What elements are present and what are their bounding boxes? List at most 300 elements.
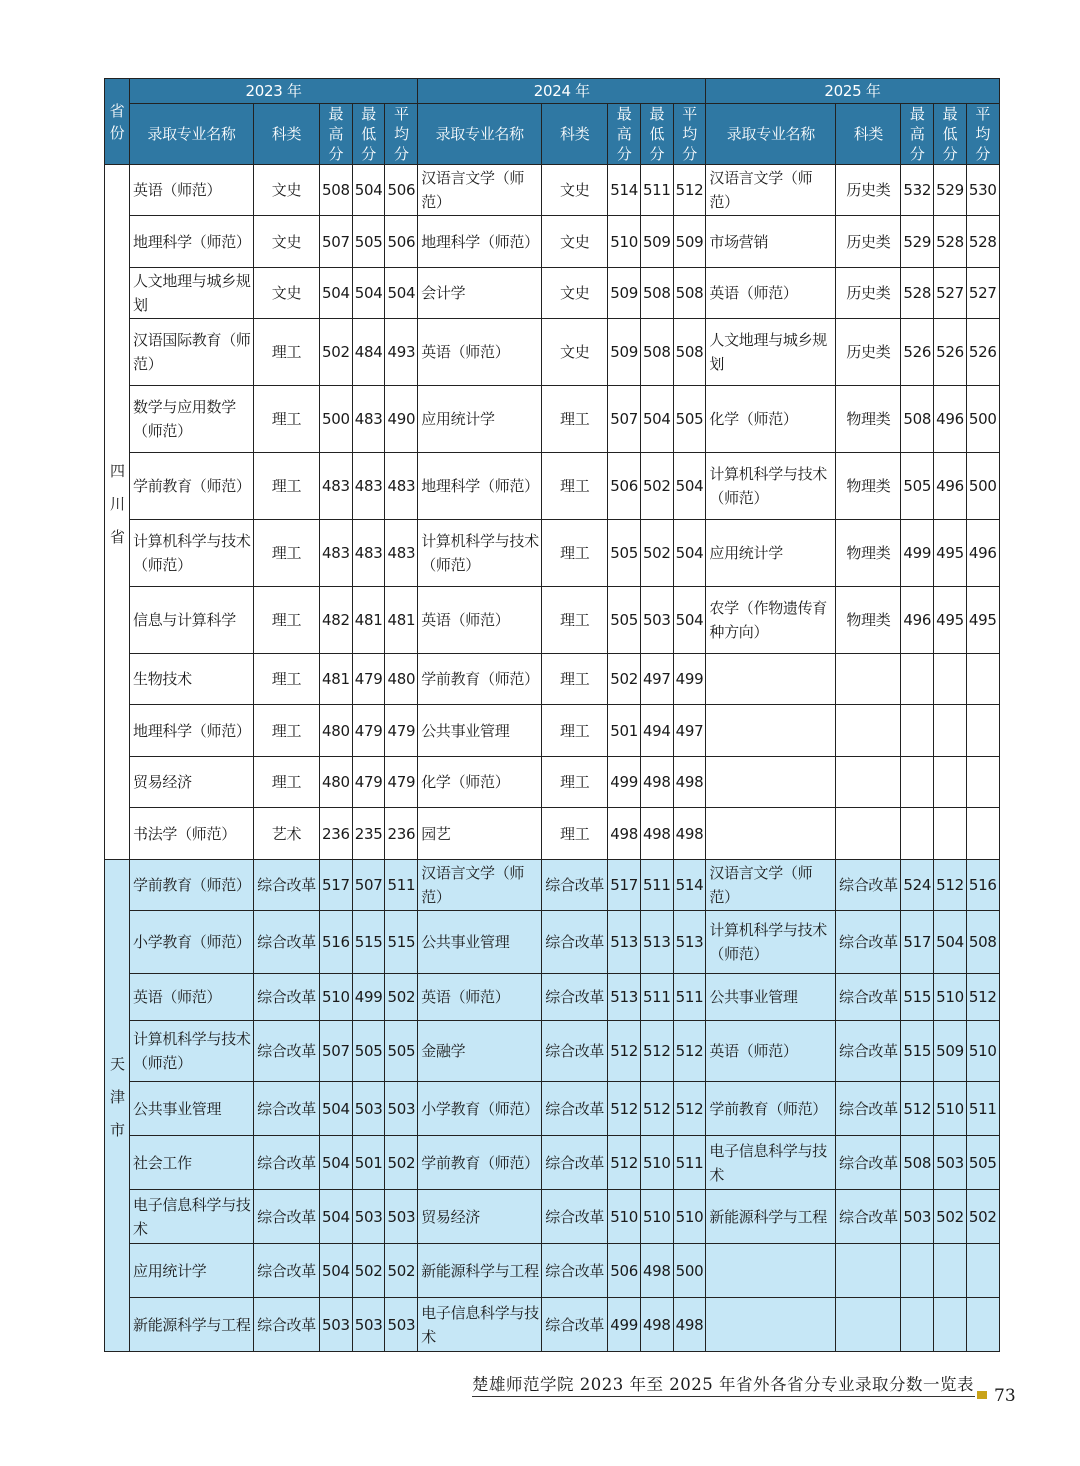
- avg-score-cell-2025: [966, 654, 999, 705]
- major-cell-2025: [706, 1298, 836, 1352]
- min-score-column-header: 最低分: [934, 104, 967, 165]
- avg-score-cell-2025: [966, 1244, 999, 1298]
- min-score-cell-2024: 512: [640, 1021, 673, 1082]
- avg-score-cell-2025: 530: [966, 165, 999, 216]
- max-score-cell-2023: 517: [320, 860, 353, 911]
- category-cell-2025: [836, 808, 901, 860]
- min-score-cell-2023: 479: [352, 705, 385, 757]
- category-cell-2023: 综合改革: [254, 1021, 320, 1082]
- category-cell-2023: 理工: [254, 587, 320, 654]
- column-header-row: [105, 104, 1000, 165]
- table-row: [105, 453, 1000, 520]
- major-cell-2023: 信息与计算科学: [130, 587, 254, 654]
- min-score-cell-2024: 511: [640, 165, 673, 216]
- major-cell-2023: 贸易经济: [130, 757, 254, 808]
- min-score-cell-2025: [934, 654, 967, 705]
- min-score-cell-2023: 515: [352, 911, 385, 974]
- category-cell-2024: 综合改革: [542, 1244, 608, 1298]
- min-score-cell-2023: 503: [352, 1082, 385, 1136]
- max-score-cell-2025: 508: [901, 1136, 934, 1190]
- category-cell-2023: 综合改革: [254, 1298, 320, 1352]
- max-score-cell-2024: 501: [608, 705, 641, 757]
- avg-score-cell-2023: 481: [385, 587, 418, 654]
- min-score-cell-2024: 508: [640, 319, 673, 386]
- avg-score-cell-2024: 511: [673, 974, 706, 1021]
- major-cell-2025: 公共事业管理: [706, 974, 836, 1021]
- min-score-cell-2025: 503: [934, 1136, 967, 1190]
- min-score-cell-2024: 511: [640, 974, 673, 1021]
- major-cell-2024: 公共事业管理: [418, 911, 542, 974]
- avg-score-cell-2025: 495: [966, 587, 999, 654]
- category-cell-2024: 综合改革: [542, 974, 608, 1021]
- min-score-cell-2023: 499: [352, 974, 385, 1021]
- major-cell-2025: 学前教育（师范）: [706, 1082, 836, 1136]
- major-cell-2024: 新能源科学与工程: [418, 1244, 542, 1298]
- max-score-cell-2024: 507: [608, 386, 641, 453]
- max-score-cell-2023: 503: [320, 1298, 353, 1352]
- min-score-cell-2025: 528: [934, 216, 967, 268]
- category-cell-2023: 综合改革: [254, 974, 320, 1021]
- category-cell-2023: 综合改革: [254, 1082, 320, 1136]
- major-cell-2023: 地理科学（师范）: [130, 216, 254, 268]
- min-score-cell-2024: 510: [640, 1136, 673, 1190]
- table-row: [105, 268, 1000, 319]
- max-score-cell-2025: 532: [901, 165, 934, 216]
- tianjin-section: [105, 860, 1000, 1352]
- major-cell-2024: 英语（师范）: [418, 974, 542, 1021]
- min-score-cell-2023: 483: [352, 453, 385, 520]
- category-cell-2024: 综合改革: [542, 911, 608, 974]
- major-cell-2023: 新能源科学与工程: [130, 1298, 254, 1352]
- major-cell-2025: 人文地理与城乡规划: [706, 319, 836, 386]
- avg-score-cell-2024: 512: [673, 1021, 706, 1082]
- avg-score-cell-2024: 500: [673, 1244, 706, 1298]
- avg-score-cell-2023: 502: [385, 974, 418, 1021]
- category-cell-2023: 文史: [254, 165, 320, 216]
- min-score-cell-2025: 509: [934, 1021, 967, 1082]
- avg-score-cell-2024: 510: [673, 1190, 706, 1244]
- category-cell-2023: 综合改革: [254, 911, 320, 974]
- max-score-cell-2023: 510: [320, 974, 353, 1021]
- avg-score-cell-2024: 512: [673, 1082, 706, 1136]
- table-row: [105, 705, 1000, 757]
- avg-score-cell-2025: [966, 1298, 999, 1352]
- min-score-cell-2025: [934, 1244, 967, 1298]
- footer-rule: [472, 1396, 975, 1397]
- min-score-cell-2025: 512: [934, 860, 967, 911]
- table-row: [105, 165, 1000, 216]
- max-score-cell-2023: 508: [320, 165, 353, 216]
- category-cell-2023: 文史: [254, 268, 320, 319]
- category-cell-2023: 综合改革: [254, 860, 320, 911]
- category-cell-2024: 理工: [542, 453, 608, 520]
- major-cell-2024: 英语（师范）: [418, 319, 542, 386]
- avg-score-cell-2024: 499: [673, 654, 706, 705]
- category-cell-2025: [836, 705, 901, 757]
- min-score-cell-2024: 503: [640, 587, 673, 654]
- major-cell-2024: 会计学: [418, 268, 542, 319]
- max-score-cell-2025: 505: [901, 453, 934, 520]
- table-row: [105, 654, 1000, 705]
- category-cell-2024: 理工: [542, 757, 608, 808]
- min-score-cell-2025: 502: [934, 1190, 967, 1244]
- major-cell-2024: 计算机科学与技术（师范）: [418, 520, 542, 587]
- max-score-cell-2024: 513: [608, 974, 641, 1021]
- major-cell-2023: 汉语国际教育（师范）: [130, 319, 254, 386]
- avg-score-cell-2025: [966, 808, 999, 860]
- max-score-cell-2025: 512: [901, 1082, 934, 1136]
- footer-square-icon: [977, 1391, 987, 1399]
- major-cell-2023: 公共事业管理: [130, 1082, 254, 1136]
- max-score-cell-2023: 502: [320, 319, 353, 386]
- major-cell-2024: 金融学: [418, 1021, 542, 1082]
- max-score-cell-2023: 481: [320, 654, 353, 705]
- major-cell-2025: 农学（作物遗传育种方向）: [706, 587, 836, 654]
- min-score-cell-2023: 507: [352, 860, 385, 911]
- min-score-cell-2024: 510: [640, 1190, 673, 1244]
- category-column-header: 科类: [542, 104, 608, 165]
- table-row: [105, 1021, 1000, 1082]
- category-cell-2025: 综合改革: [836, 911, 901, 974]
- max-score-column-header: 最高分: [901, 104, 934, 165]
- category-cell-2025: [836, 654, 901, 705]
- max-score-cell-2023: 483: [320, 453, 353, 520]
- category-cell-2025: 物理类: [836, 453, 901, 520]
- max-score-cell-2024: 499: [608, 757, 641, 808]
- avg-score-cell-2025: 502: [966, 1190, 999, 1244]
- max-score-cell-2025: [901, 654, 934, 705]
- min-score-cell-2025: 527: [934, 268, 967, 319]
- avg-score-cell-2025: 528: [966, 216, 999, 268]
- avg-score-column-header: 平均分: [673, 104, 706, 165]
- avg-score-column-header: 平均分: [385, 104, 418, 165]
- category-cell-2023: 艺术: [254, 808, 320, 860]
- avg-score-cell-2023: 493: [385, 319, 418, 386]
- major-cell-2025: 汉语言文学（师范）: [706, 165, 836, 216]
- max-score-cell-2025: 508: [901, 386, 934, 453]
- avg-score-cell-2023: 515: [385, 911, 418, 974]
- major-cell-2024: 园艺: [418, 808, 542, 860]
- avg-score-cell-2023: 503: [385, 1082, 418, 1136]
- max-score-cell-2023: 516: [320, 911, 353, 974]
- admission-score-table: [104, 78, 1000, 1352]
- min-score-cell-2023: 502: [352, 1244, 385, 1298]
- major-cell-2024: 电子信息科学与技术: [418, 1298, 542, 1352]
- table-row: [105, 757, 1000, 808]
- avg-score-cell-2024: 497: [673, 705, 706, 757]
- year-header-row: [105, 79, 1000, 104]
- max-score-cell-2025: 517: [901, 911, 934, 974]
- avg-score-column-header: 平均分: [966, 104, 999, 165]
- avg-score-cell-2025: 508: [966, 911, 999, 974]
- avg-score-cell-2025: 500: [966, 386, 999, 453]
- major-cell-2023: 学前教育（师范）: [130, 860, 254, 911]
- major-cell-2025: [706, 705, 836, 757]
- min-score-cell-2023: 505: [352, 216, 385, 268]
- avg-score-cell-2024: 504: [673, 453, 706, 520]
- avg-score-cell-2025: [966, 757, 999, 808]
- min-score-cell-2025: 529: [934, 165, 967, 216]
- major-cell-2025: [706, 808, 836, 860]
- max-score-cell-2023: 507: [320, 1021, 353, 1082]
- min-score-cell-2025: [934, 1298, 967, 1352]
- min-score-cell-2025: 510: [934, 974, 967, 1021]
- avg-score-cell-2023: 506: [385, 165, 418, 216]
- table-row: [105, 216, 1000, 268]
- page-number: 73: [994, 1386, 1016, 1406]
- max-score-cell-2024: 509: [608, 319, 641, 386]
- category-cell-2024: 理工: [542, 587, 608, 654]
- max-score-cell-2024: 517: [608, 860, 641, 911]
- table-row: [105, 1244, 1000, 1298]
- major-cell-2023: 应用统计学: [130, 1244, 254, 1298]
- year-header-2025: 2025 年: [706, 79, 999, 104]
- max-score-cell-2024: 502: [608, 654, 641, 705]
- major-cell-2023: 小学教育（师范）: [130, 911, 254, 974]
- min-score-cell-2025: 504: [934, 911, 967, 974]
- table-header: [105, 79, 1000, 165]
- major-cell-2025: 计算机科学与技术（师范）: [706, 911, 836, 974]
- min-score-cell-2024: 509: [640, 216, 673, 268]
- category-cell-2024: 文史: [542, 165, 608, 216]
- max-score-cell-2025: 526: [901, 319, 934, 386]
- avg-score-cell-2024: 508: [673, 319, 706, 386]
- max-score-cell-2024: 505: [608, 587, 641, 654]
- min-score-cell-2025: [934, 757, 967, 808]
- avg-score-cell-2024: 514: [673, 860, 706, 911]
- avg-score-cell-2023: 506: [385, 216, 418, 268]
- avg-score-cell-2025: 511: [966, 1082, 999, 1136]
- max-score-cell-2025: 503: [901, 1190, 934, 1244]
- max-score-cell-2023: 507: [320, 216, 353, 268]
- avg-score-cell-2024: 498: [673, 1298, 706, 1352]
- major-cell-2023: 人文地理与城乡规划: [130, 268, 254, 319]
- avg-score-cell-2024: 508: [673, 268, 706, 319]
- category-cell-2023: 理工: [254, 386, 320, 453]
- min-score-cell-2023: 503: [352, 1190, 385, 1244]
- major-cell-2023: 计算机科学与技术（师范）: [130, 1021, 254, 1082]
- major-cell-2023: 书法学（师范）: [130, 808, 254, 860]
- major-column-header: 录取专业名称: [130, 104, 254, 165]
- max-score-cell-2025: 515: [901, 1021, 934, 1082]
- category-cell-2023: 综合改革: [254, 1136, 320, 1190]
- min-score-cell-2025: 510: [934, 1082, 967, 1136]
- max-score-cell-2024: 513: [608, 911, 641, 974]
- min-score-cell-2025: 495: [934, 587, 967, 654]
- table-row: [105, 808, 1000, 860]
- avg-score-cell-2023: 479: [385, 757, 418, 808]
- min-score-cell-2023: 479: [352, 757, 385, 808]
- max-score-cell-2025: 515: [901, 974, 934, 1021]
- category-cell-2024: 文史: [542, 319, 608, 386]
- major-cell-2023: 生物技术: [130, 654, 254, 705]
- category-cell-2025: 综合改革: [836, 860, 901, 911]
- max-score-cell-2023: 480: [320, 757, 353, 808]
- category-cell-2025: 综合改革: [836, 1082, 901, 1136]
- avg-score-cell-2024: 509: [673, 216, 706, 268]
- avg-score-cell-2023: 483: [385, 520, 418, 587]
- max-score-cell-2023: 483: [320, 520, 353, 587]
- max-score-cell-2025: [901, 1244, 934, 1298]
- major-cell-2025: 英语（师范）: [706, 1021, 836, 1082]
- max-score-cell-2025: 524: [901, 860, 934, 911]
- min-score-cell-2024: 498: [640, 808, 673, 860]
- category-cell-2024: 综合改革: [542, 1298, 608, 1352]
- avg-score-cell-2023: 236: [385, 808, 418, 860]
- major-cell-2025: [706, 1244, 836, 1298]
- table-row: [105, 1136, 1000, 1190]
- min-score-cell-2024: 498: [640, 1244, 673, 1298]
- avg-score-cell-2024: 512: [673, 165, 706, 216]
- category-cell-2023: 文史: [254, 216, 320, 268]
- avg-score-cell-2025: [966, 705, 999, 757]
- min-score-cell-2024: 502: [640, 520, 673, 587]
- avg-score-cell-2025: 505: [966, 1136, 999, 1190]
- year-header-2024: 2024 年: [418, 79, 706, 104]
- category-cell-2023: 理工: [254, 453, 320, 520]
- category-column-header: 科类: [836, 104, 901, 165]
- major-cell-2024: 汉语言文学（师范）: [418, 165, 542, 216]
- category-cell-2023: 综合改革: [254, 1190, 320, 1244]
- major-cell-2024: 汉语言文学（师范）: [418, 860, 542, 911]
- category-cell-2025: [836, 1244, 901, 1298]
- major-cell-2023: 英语（师范）: [130, 974, 254, 1021]
- avg-score-cell-2025: 527: [966, 268, 999, 319]
- category-cell-2024: 理工: [542, 705, 608, 757]
- min-score-cell-2023: 503: [352, 1298, 385, 1352]
- table-row: [105, 587, 1000, 654]
- major-column-header: 录取专业名称: [706, 104, 836, 165]
- major-cell-2025: [706, 654, 836, 705]
- category-cell-2023: 理工: [254, 705, 320, 757]
- category-cell-2025: 历史类: [836, 165, 901, 216]
- major-cell-2023: 英语（师范）: [130, 165, 254, 216]
- max-score-cell-2024: 510: [608, 216, 641, 268]
- avg-score-cell-2023: 479: [385, 705, 418, 757]
- min-score-cell-2023: 479: [352, 654, 385, 705]
- max-score-column-header: 最高分: [608, 104, 641, 165]
- max-score-cell-2024: 509: [608, 268, 641, 319]
- category-cell-2023: 理工: [254, 757, 320, 808]
- category-cell-2024: 理工: [542, 386, 608, 453]
- category-cell-2025: 综合改革: [836, 1136, 901, 1190]
- avg-score-cell-2024: 498: [673, 757, 706, 808]
- major-cell-2024: 应用统计学: [418, 386, 542, 453]
- category-cell-2024: 综合改革: [542, 1021, 608, 1082]
- major-cell-2024: 化学（师范）: [418, 757, 542, 808]
- min-score-cell-2024: 511: [640, 860, 673, 911]
- avg-score-cell-2023: 504: [385, 268, 418, 319]
- avg-score-cell-2023: 480: [385, 654, 418, 705]
- max-score-cell-2024: 499: [608, 1298, 641, 1352]
- category-cell-2025: 综合改革: [836, 974, 901, 1021]
- category-cell-2025: 物理类: [836, 587, 901, 654]
- max-score-cell-2023: 504: [320, 1136, 353, 1190]
- min-score-cell-2023: 481: [352, 587, 385, 654]
- max-score-cell-2025: 529: [901, 216, 934, 268]
- table-row: [105, 860, 1000, 911]
- category-cell-2023: 理工: [254, 319, 320, 386]
- max-score-cell-2023: 236: [320, 808, 353, 860]
- category-cell-2024: 理工: [542, 654, 608, 705]
- category-cell-2024: 理工: [542, 520, 608, 587]
- min-score-cell-2025: 526: [934, 319, 967, 386]
- min-score-cell-2024: 502: [640, 453, 673, 520]
- min-score-cell-2025: 496: [934, 386, 967, 453]
- max-score-cell-2025: 499: [901, 520, 934, 587]
- avg-score-cell-2023: 511: [385, 860, 418, 911]
- avg-score-cell-2025: 526: [966, 319, 999, 386]
- category-cell-2024: 文史: [542, 268, 608, 319]
- avg-score-cell-2023: 503: [385, 1190, 418, 1244]
- major-cell-2023: 计算机科学与技术（师范）: [130, 520, 254, 587]
- major-cell-2025: 化学（师范）: [706, 386, 836, 453]
- avg-score-cell-2024: 505: [673, 386, 706, 453]
- avg-score-cell-2025: 512: [966, 974, 999, 1021]
- max-score-cell-2024: 506: [608, 453, 641, 520]
- avg-score-cell-2025: 496: [966, 520, 999, 587]
- min-score-cell-2024: 512: [640, 1082, 673, 1136]
- major-cell-2024: 贸易经济: [418, 1190, 542, 1244]
- min-score-cell-2023: 505: [352, 1021, 385, 1082]
- max-score-cell-2023: 500: [320, 386, 353, 453]
- major-cell-2025: 电子信息科学与技术: [706, 1136, 836, 1190]
- max-score-cell-2025: [901, 757, 934, 808]
- category-column-header: 科类: [254, 104, 320, 165]
- major-cell-2025: [706, 757, 836, 808]
- max-score-column-header: 最高分: [320, 104, 353, 165]
- major-cell-2025: 应用统计学: [706, 520, 836, 587]
- category-cell-2025: [836, 1298, 901, 1352]
- min-score-cell-2024: 498: [640, 757, 673, 808]
- min-score-cell-2023: 504: [352, 165, 385, 216]
- category-cell-2023: 综合改革: [254, 1244, 320, 1298]
- min-score-column-header: 最低分: [352, 104, 385, 165]
- min-score-cell-2023: 483: [352, 386, 385, 453]
- major-cell-2024: 地理科学（师范）: [418, 216, 542, 268]
- avg-score-cell-2024: 511: [673, 1136, 706, 1190]
- major-cell-2023: 学前教育（师范）: [130, 453, 254, 520]
- major-cell-2024: 学前教育（师范）: [418, 654, 542, 705]
- max-score-cell-2025: 496: [901, 587, 934, 654]
- category-cell-2024: 理工: [542, 808, 608, 860]
- table-row: [105, 1190, 1000, 1244]
- major-column-header: 录取专业名称: [418, 104, 542, 165]
- min-score-cell-2023: 235: [352, 808, 385, 860]
- max-score-cell-2023: 504: [320, 268, 353, 319]
- max-score-cell-2023: 480: [320, 705, 353, 757]
- category-cell-2025: 综合改革: [836, 1021, 901, 1082]
- category-cell-2025: 历史类: [836, 216, 901, 268]
- min-score-cell-2024: 497: [640, 654, 673, 705]
- max-score-cell-2025: [901, 808, 934, 860]
- major-cell-2024: 小学教育（师范）: [418, 1082, 542, 1136]
- table-row: [105, 520, 1000, 587]
- min-score-cell-2024: 504: [640, 386, 673, 453]
- max-score-cell-2024: 506: [608, 1244, 641, 1298]
- max-score-cell-2023: 504: [320, 1190, 353, 1244]
- avg-score-cell-2023: 490: [385, 386, 418, 453]
- major-cell-2023: 电子信息科学与技术: [130, 1190, 254, 1244]
- max-score-cell-2024: 514: [608, 165, 641, 216]
- avg-score-cell-2025: 500: [966, 453, 999, 520]
- avg-score-cell-2023: 505: [385, 1021, 418, 1082]
- min-score-cell-2025: [934, 808, 967, 860]
- avg-score-cell-2023: 483: [385, 453, 418, 520]
- min-score-cell-2024: 508: [640, 268, 673, 319]
- table-row: [105, 911, 1000, 974]
- major-cell-2023: 地理科学（师范）: [130, 705, 254, 757]
